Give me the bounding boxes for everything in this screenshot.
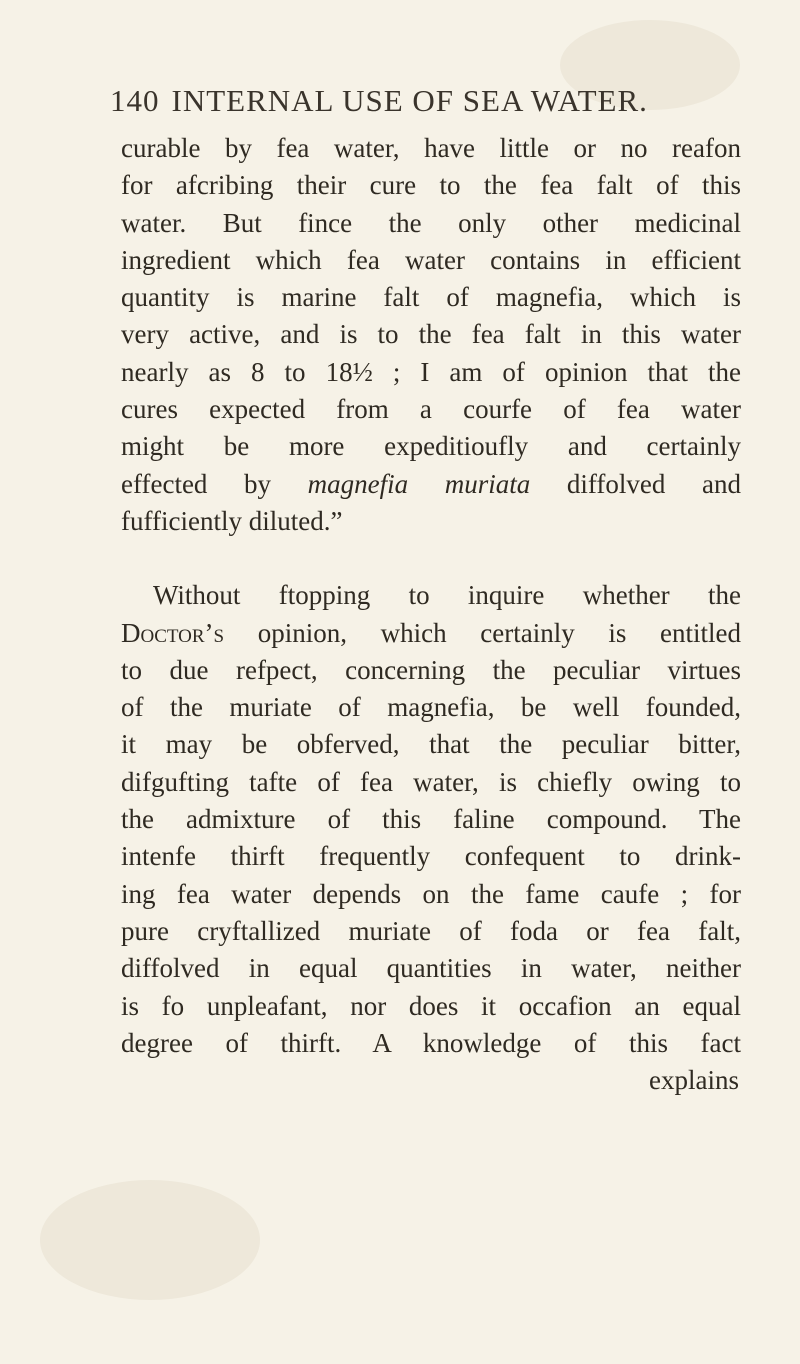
text-line: the admixture of this faline compound. The [121, 804, 741, 835]
text-fragment: opinion, which certainly is entitled [224, 617, 741, 648]
catchword: explains [649, 1065, 739, 1096]
body-text [121, 130, 741, 1099]
text-line: nearly as 8 to 18½ ; I am of opinion that the [121, 356, 741, 387]
text-line: might be more expeditioufly and certainly [121, 431, 741, 462]
text-line: cures expected from a courfe of fea water [121, 394, 741, 425]
text-line: pure cryftallized muriate of foda or fea falt, [121, 915, 741, 946]
text-line: water. But fince the only other medicinal [121, 207, 741, 238]
text-line: is fo unpleafant, nor does it occafion an equal [121, 990, 741, 1021]
text-fragment: effected by [121, 468, 308, 499]
small-caps-term: Doctor’s [121, 617, 225, 648]
text-line: ingredient which fea water contains in efficient [121, 244, 741, 275]
paragraph-gap [121, 540, 741, 577]
running-title: INTERNAL USE OF SEA WATER. [171, 83, 648, 118]
page-number: 140 [110, 83, 160, 118]
text-line: for afcribing their cure to the fea falt of this [121, 170, 741, 201]
text-line: curable by fea water, have little or no reafon [121, 133, 741, 163]
text-line: fufficiently diluted.” [121, 505, 343, 536]
text-line [121, 615, 741, 652]
italic-term: magnefia muriata [307, 468, 531, 499]
text-line: diffolved in equal quantities in water, neither [121, 953, 741, 984]
text-line: difgufting tafte of fea water, is chiefly owing to [121, 766, 741, 797]
paper-stain [40, 1180, 260, 1300]
text-line: Without ftopping to inquire whether the [153, 580, 741, 611]
text-line: intenfe thirft frequently confequent to drink- [121, 841, 741, 872]
running-head [110, 83, 750, 119]
text-line: to due refpect, concerning the peculiar virtues [121, 654, 741, 685]
text-line: ing fea water depends on the fame caufe ; for [121, 878, 741, 909]
text-line: quantity is marine falt of magnefia, which is [121, 282, 741, 313]
text-line: it may be obferved, that the peculiar bitter, [121, 729, 741, 760]
text-line [121, 466, 741, 503]
text-fragment: diffolved and [530, 468, 741, 499]
text-line: very active, and is to the fea falt in this water [121, 319, 741, 350]
text-line: degree of thirft. A knowledge of this fact [121, 1027, 741, 1058]
text-line: of the muriate of magnefia, be well founded, [121, 692, 741, 723]
